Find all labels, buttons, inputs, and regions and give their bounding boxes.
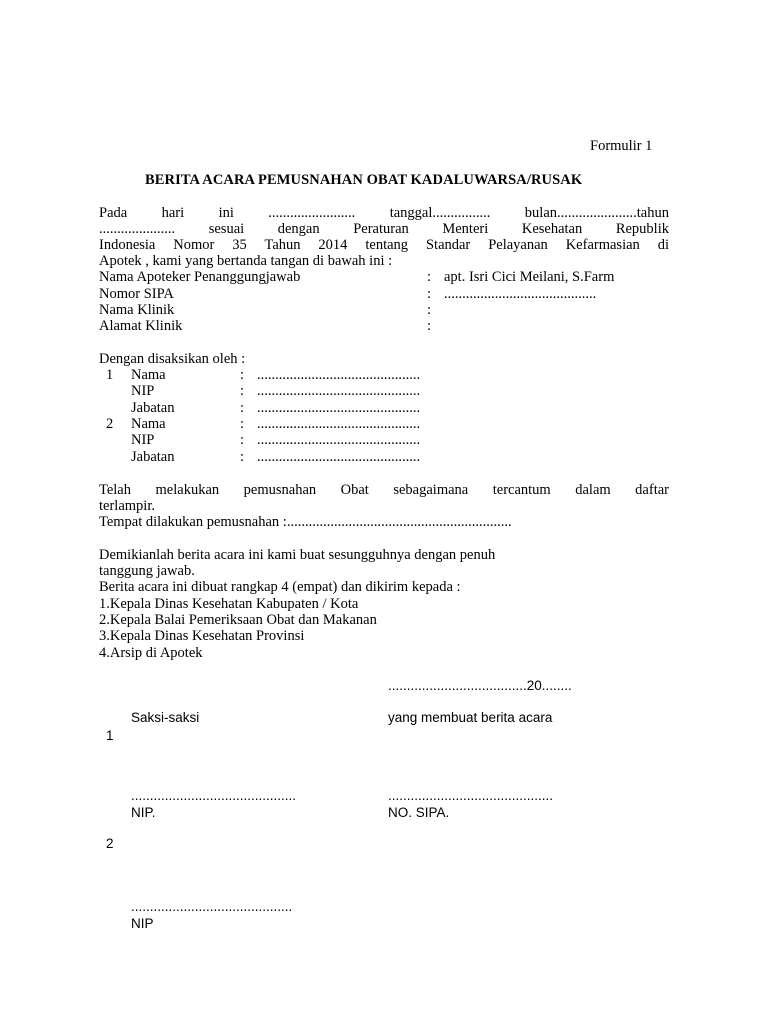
intro-line: Apotek , kami yang bertanda tangan di bawah ini : — [99, 253, 393, 269]
witness-label: Nama — [131, 416, 166, 432]
field-colon: : — [427, 302, 432, 318]
witness-value: ............................................. — [257, 449, 421, 465]
intro-line: Indonesia Nomor 35 Tahun 2014 tentang Standar Pelayanan Kefarmasian di — [99, 237, 669, 253]
witness-value: ............................................. — [257, 367, 421, 383]
recipient-item: 4.Arsip di Apotek — [99, 645, 203, 661]
witness-colon: : — [240, 400, 245, 416]
closing-line: tanggung jawab. — [99, 563, 195, 579]
witness-sign-number: 2 — [106, 836, 114, 851]
form-label: Formulir 1 — [590, 138, 653, 154]
document-title: BERITA ACARA PEMUSNAHAN OBAT KADALUWARSA/RUSAK — [145, 172, 583, 188]
witness2-nip-label: NIP — [131, 916, 154, 931]
location-line: Tempat dilakukan pemusnahan :.............................................................. — [99, 514, 512, 530]
witness-colon: : — [240, 416, 245, 432]
maker-signature-dots: ............................................ — [388, 788, 554, 803]
witness-value: ............................................. — [257, 400, 421, 416]
witness-label: NIP — [131, 383, 155, 399]
recipient-item: 3.Kepala Dinas Kesehatan Provinsi — [99, 628, 305, 644]
witness-value: ............................................. — [257, 383, 421, 399]
recipient-item: 2.Kepala Balai Pemeriksaan Obat dan Makanan — [99, 612, 377, 628]
witness-label: Nama — [131, 367, 166, 383]
witness-colon: : — [240, 367, 245, 383]
field-label: Nama Apoteker Penanggungjawab — [99, 269, 301, 285]
field-value: .......................................... — [444, 286, 597, 302]
witness-label: Jabatan — [131, 449, 175, 465]
intro-line: ..................... sesuai dengan Peraturan Menteri Kesehatan Republik — [99, 221, 669, 237]
field-label: Nama Klinik — [99, 302, 175, 318]
field-colon: : — [427, 318, 432, 334]
witness-number: 1 — [106, 367, 114, 383]
witness-number: 2 — [106, 416, 114, 432]
date-line: .....................................20........ — [388, 678, 572, 693]
witness-colon: : — [240, 383, 245, 399]
witness-colon: : — [240, 449, 245, 465]
field-label: Nomor SIPA — [99, 286, 174, 302]
intro-line: Pada hari ini ........................ tanggal................ bulan......................tahun — [99, 205, 669, 221]
field-colon: : — [427, 269, 432, 285]
recipient-item: 1.Kepala Dinas Kesehatan Kabupaten / Kota — [99, 596, 359, 612]
closing-line: Berita acara ini dibuat rangkap 4 (empat) dan dikirim kepada : — [99, 579, 461, 595]
field-colon: : — [427, 286, 432, 302]
statement-line: Telah melakukan pemusnahan Obat sebagaimana tercantum dalam daftar — [99, 482, 669, 498]
witness-intro: Dengan disaksikan oleh : — [99, 351, 246, 367]
statement-line: terlampir. — [99, 498, 155, 514]
field-value: apt. Isri Cici Meilani, S.Farm — [444, 269, 615, 285]
witness2-signature-dots: ........................................... — [131, 899, 293, 914]
witness-value: ............................................. — [257, 432, 421, 448]
witness-value: ............................................. — [257, 416, 421, 432]
witness-label: Jabatan — [131, 400, 175, 416]
witness1-signature-dots: ............................................ — [131, 788, 297, 803]
witness-colon: : — [240, 432, 245, 448]
maker-heading: yang membuat berita acara — [388, 710, 553, 725]
field-label: Alamat Klinik — [99, 318, 183, 334]
closing-line: Demikianlah berita acara ini kami buat sesungguhnya dengan penuh — [99, 547, 496, 563]
witness-label: NIP — [131, 432, 155, 448]
witness-sign-number: 1 — [106, 728, 114, 743]
maker-sipa-label: NO. SIPA. — [388, 805, 450, 820]
witnesses-heading: Saksi-saksi — [131, 710, 200, 725]
witness1-nip-label: NIP. — [131, 805, 156, 820]
